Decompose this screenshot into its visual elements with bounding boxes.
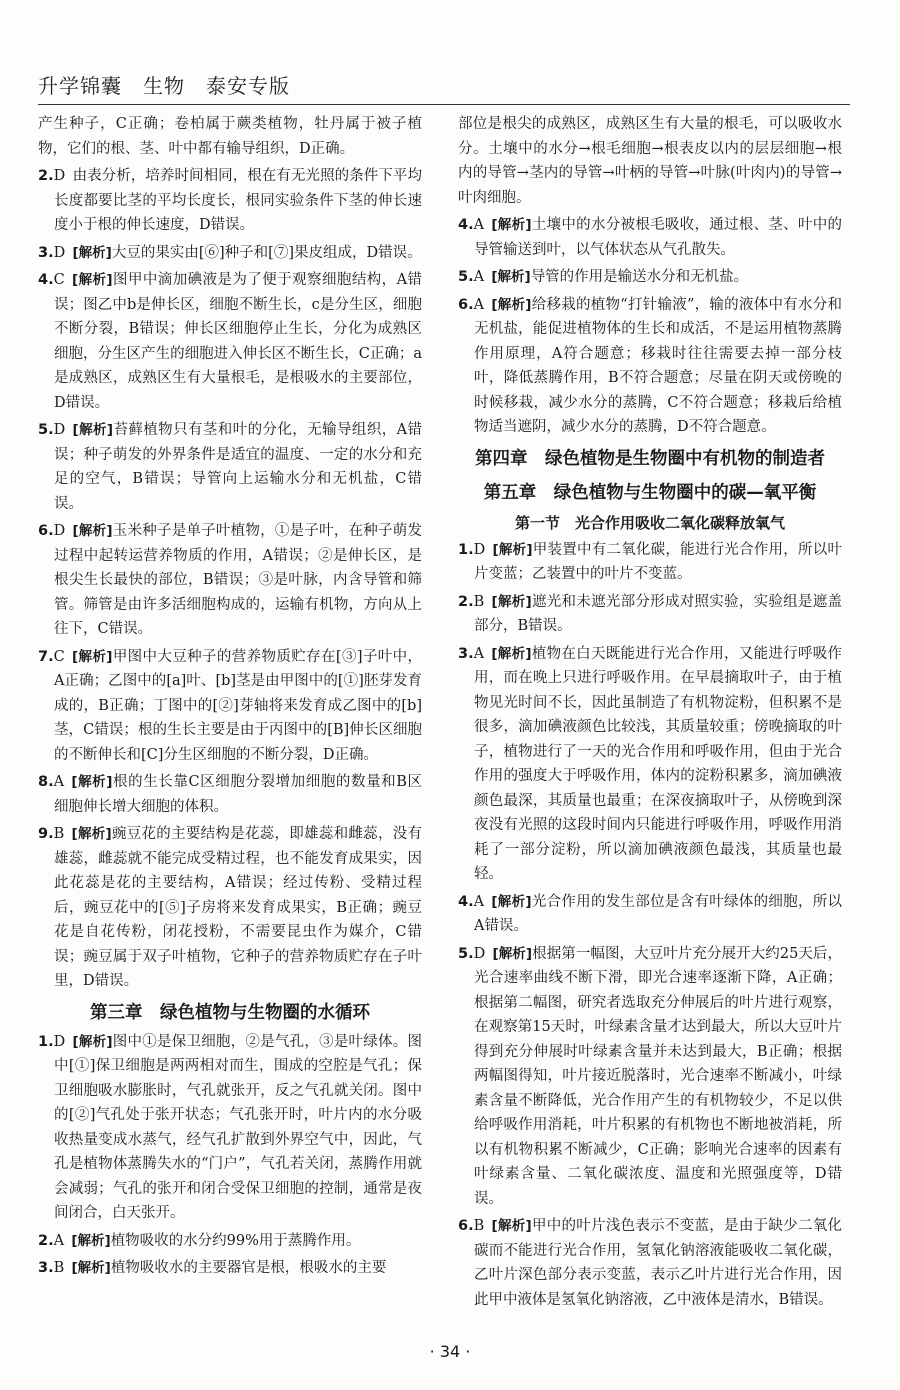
analysis-tag: [解析] [491, 269, 531, 285]
right-column [458, 112, 842, 1315]
explanation-text: 图甲中滴加碘液是为了便于观察细胞结构，A错误；图乙中b是伸长区，细胞不断生长，c是分生区，细胞不断分裂，B错误；伸长区细胞停止生长，分化为成熟区细胞，分生区产生的细胞进入伸长区不断生长，C正确；a是成熟区，成熟区生有大量根毛，是根吸水的主要部位，D错误。 [54, 272, 422, 411]
question-number: 8. [38, 774, 54, 790]
analysis-tag: [解析] [71, 826, 112, 842]
analysis-tag: [解析] [72, 422, 114, 438]
answer-letter: D [53, 1033, 66, 1050]
answer-item [458, 538, 842, 587]
answer-item [38, 770, 422, 819]
analysis-tag: [解析] [491, 1218, 532, 1234]
answer-letter: A [473, 217, 485, 233]
analysis-tag: [解析] [491, 645, 532, 662]
analysis-tag: [解析] [72, 523, 113, 539]
explanation-text: 土壤中的水分被根毛吸收，通过根、茎、叶中的导管输送到叶，以气体状态从气孔散失。 [474, 217, 843, 258]
answer-letter: A [53, 1232, 65, 1249]
running-header [38, 70, 850, 105]
analysis-tag: [解析] [71, 648, 113, 665]
explanation-text: 植物在白天既能进行光合作用，又能进行呼吸作用，而在晚上只进行呼吸作用。在早晨摘取叶子，由于植物见光时间不长，因此虽制造了有机物淀粉，但积累不是很多，滴加碘液颜色比较浅，其质量较重；傍晚摘取的叶子，植物进行了一天的光合作用和呼吸作用，但由于光合作用的强度大于呼吸作用，体内的淀粉积累多，滴加碘液颜色最深，其质量也最重；在深夜摘取叶子，从傍晚到深夜没有光照的这段时间内只能进行呼吸作用，呼吸作用消耗了一部分淀粉，所以滴加碘液颜色最浅，其质量也最轻。 [474, 645, 843, 882]
analysis-tag: [解析] [491, 893, 532, 910]
answer-item [458, 293, 842, 440]
analysis-tag: [解析] [71, 1260, 111, 1276]
explanation-text: 图中①是保卫细胞，②是气孔，③是叶绿体。图中[①]保卫细胞是两两相对而生，围成的空腔是气孔；保卫细胞吸水膨胀时，气孔就张开，反之气孔就关闭。图中的[②]气孔处于张开状态；气孔张开时，叶片内的水分吸收热量变成水蒸气，经气孔扩散到外界空气中，因此，气孔是植物体蒸腾失水的“门户”，气孔若关闭，蒸腾作用就会减弱；气孔的张开和闭合受保卫细胞的控制，通常是夜间闭合，白天张开。 [54, 1033, 422, 1221]
analysis-tag: [解析] [71, 272, 113, 288]
answer-letter: A [473, 296, 485, 313]
question-number: 5. [458, 269, 474, 285]
question-number: 2. [38, 168, 54, 184]
answer-list [38, 164, 422, 994]
answer-item [38, 519, 422, 642]
chapter-heading: 第四章 绿色植物是生物圈中有机物的制造者 [475, 448, 825, 469]
answer-letter: C [53, 272, 65, 288]
answer-letter: D [473, 541, 486, 558]
answer-letter: D [473, 945, 486, 962]
answer-letter: A [53, 774, 65, 790]
answer-item [38, 645, 422, 768]
explanation-text: 甲装置中有二氧化碳，能进行光合作用，所以叶片变蓝；乙装置中的叶片不变蓝。 [474, 541, 842, 582]
question-number: 2. [458, 593, 474, 610]
explanation-text: 根据第一幅图，大豆叶片充分展开大约25天后，光合速率曲线不断下滑，即光合速率逐渐下降，A正确；根据第二幅图，研究者选取充分伸展后的叶片进行观察，在观察第15天时，叶绿素含量才达到最大，所以大豆叶片得到充分伸展时叶绿素含量并未达到最大，B正确；根据两幅图得知，叶片接近脱落时，光合速率不断减小，叶绿素含量不断降低，光合作用产生的有机物较少，不足以供给呼吸作用消耗，叶片积累的有机物也不断地被消耗，所以有机物积累不断减少，C正确；影响光合速率的因素有叶绿素含量、二氧化碳浓度、温度和光照强度等，D错误。 [474, 945, 843, 1207]
explanation-text: 光合作用的发生部位是含有叶绿体的细胞，所以A错误。 [474, 893, 843, 934]
answer-letter: D [53, 168, 66, 184]
answer-letter: D [53, 422, 66, 438]
question-number: 4. [458, 893, 474, 910]
question-number: 5. [38, 422, 54, 438]
answer-item [38, 241, 422, 266]
section-heading: 第一节 光合作用吸收二氧化碳释放氧气 [514, 513, 785, 532]
question-number: 6. [458, 1218, 474, 1234]
question-number: 9. [38, 826, 54, 842]
answer-letter: B [53, 1260, 65, 1276]
answer-letter: B [473, 1218, 485, 1234]
answer-item [38, 164, 422, 238]
question-number: 5. [458, 945, 474, 962]
analysis-tag: [解析] [491, 296, 532, 313]
continued-text: 部位是根尖的成熟区，成熟区生有大量的根毛，可以吸收水分。土壤中的水分→根毛细胞→根表皮以内的层层细胞→根内的导管→茎内的导管→叶柄的导管→叶脉(叶肉内)的导管→叶肉细胞。 [458, 116, 842, 206]
answer-item [458, 213, 842, 262]
answer-list [38, 1030, 422, 1281]
explanation-text: 给移栽的植物“打针输液”，输的液体中有水分和无机盐，能促进植物体的生长和成活，不是运用植物蒸腾作用原理，A符合题意；移栽时往往需要去掉一部分枝叶，降低蒸腾作用，B不符合题意；尽量在阴天或傍晚的时候移栽，减少水分的蒸腾，C不符合题意；移栽后给植物适当遮阴，减少水分的蒸腾，D不符合题意。 [474, 296, 842, 435]
explanation-text: 导管的作用是输送水分和无机盐。 [530, 269, 749, 285]
answer-item [458, 890, 842, 939]
analysis-tag: [解析] [72, 244, 112, 261]
explanation-text: 大豆的果实由[⑥]种子和[⑦]果皮组成，D错误。 [111, 244, 422, 261]
answer-item [458, 1214, 842, 1312]
answer-item [38, 822, 422, 994]
answer-list [458, 213, 842, 440]
answer-item [38, 1256, 422, 1281]
question-number: 3. [38, 1260, 54, 1276]
answer-letter: A [473, 893, 485, 910]
left-column [38, 112, 422, 1284]
question-number: 4. [38, 272, 54, 288]
analysis-tag: [解析] [492, 541, 533, 558]
answer-item [38, 418, 422, 516]
question-number: 1. [458, 541, 474, 558]
answer-item [458, 265, 842, 290]
answer-list [458, 538, 842, 1313]
answer-letter: C [53, 648, 65, 665]
question-number: 3. [458, 645, 474, 662]
answer-letter: B [473, 593, 485, 610]
answer-item [38, 1229, 422, 1254]
page-number: · 34 · [429, 1342, 471, 1361]
explanation-text: 苔藓植物只有茎和叶的分化，无输导组织，A错误；种子萌发的外界条件是适宜的温度、一定的水分和充足的空气，B错误；导管向上运输水分和无机盐，C错误。 [54, 422, 422, 512]
analysis-tag: [解析] [71, 1232, 111, 1249]
explanation-text: 由表分析，培养时间相同，根在有无光照的条件下平均长度都要比茎的平均长度长，根同实验条件下茎的伸长速度小于根的伸长速度，D错误。 [54, 168, 422, 233]
explanation-text: 遮光和未遮光部分形成对照实验，实验组是遮盖部分，B错误。 [474, 593, 842, 634]
question-number: 6. [38, 523, 54, 539]
answer-item [38, 1030, 422, 1226]
analysis-tag: [解析] [72, 1033, 113, 1050]
header-title: 升学锦囊 生物 泰安专版 [38, 74, 290, 98]
analysis-tag: [解析] [71, 774, 113, 790]
answer-letter: B [53, 826, 65, 842]
answer-item [458, 590, 842, 639]
question-number: 6. [458, 296, 474, 313]
question-number: 4. [458, 217, 474, 233]
answer-item [458, 642, 842, 887]
question-number: 1. [38, 1033, 54, 1050]
answer-letter: D [53, 244, 66, 261]
analysis-tag: [解析] [492, 945, 533, 962]
explanation-text: 甲图中大豆种子的营养物质贮存在[③]子叶中，A正确；乙图中的[a]叶、[b]茎是由甲图中的[①]胚芽发育成的，B正确；丁图中的[②]芽轴将来发育成乙图中的[b]茎，C错误；根的生长主要是由于丙图中的[B]伸长区细胞的不断伸长和[C]分生区细胞的不断分裂，D正确。 [54, 648, 422, 763]
continued-text: 产生种子，C正确；卷柏属于蕨类植物，牡丹属于被子植物，它们的根、茎、叶中都有输导组织，D正确。 [38, 116, 422, 157]
explanation-text: 根的生长靠C区细胞分裂增加细胞的数量和B区细胞伸长增大细胞的体积。 [54, 774, 423, 815]
answer-letter: D [53, 523, 66, 539]
analysis-tag: [解析] [491, 593, 532, 610]
question-number: 2. [38, 1232, 54, 1249]
chapter-heading: 第五章 绿色植物与生物圈中的碳—氧平衡 [483, 482, 817, 503]
explanation-text: 植物吸收的水分约99%用于蒸腾作用。 [110, 1232, 361, 1249]
answer-letter: A [473, 269, 485, 285]
question-number: 7. [38, 648, 54, 665]
explanation-text: 甲中的叶片浅色表示不变蓝，是由于缺少二氧化碳而不能进行光合作用，氢氧化钠溶液能吸收二氧化碳，乙叶片深色部分表示变蓝，表示乙叶片进行光合作用，因此甲中液体是氢氧化钠溶液，乙中液体是清水，B错误。 [474, 1218, 842, 1308]
question-number: 3. [38, 244, 54, 261]
explanation-text: 豌豆花的主要结构是花蕊，即雄蕊和雌蕊，没有雄蕊，雌蕊就不能完成受精过程，也不能发育成果实，因此花蕊是花的主要结构，A错误；经过传粉、受精过程后，豌豆花中的[⑤]子房将来发育成果实，B正确；豌豆花是自花传粉，闭花授粉，不需要昆虫作为媒介，C错误；豌豆属于双子叶植物，它种子的营养物质贮存在子叶里，D错误。 [54, 826, 422, 989]
answer-item [38, 268, 422, 415]
answer-item [458, 942, 842, 1212]
explanation-text: 玉米种子是单子叶植物，①是子叶，在种子萌发过程中起转运营养物质的作用，A错误；②是伸长区，是根尖生长最快的部位，B错误；③是叶脉，内含导管和筛管。筛管是由许多活细胞构成的，运输有机物，方向从上往下，C错误。 [54, 523, 422, 637]
answer-letter: A [473, 645, 485, 662]
chapter-heading: 第三章 绿色植物与生物圈的水循环 [90, 1002, 370, 1023]
explanation-text: 植物吸收水的主要器官是根，根吸水的主要 [110, 1260, 387, 1276]
analysis-tag: [解析] [491, 217, 532, 233]
